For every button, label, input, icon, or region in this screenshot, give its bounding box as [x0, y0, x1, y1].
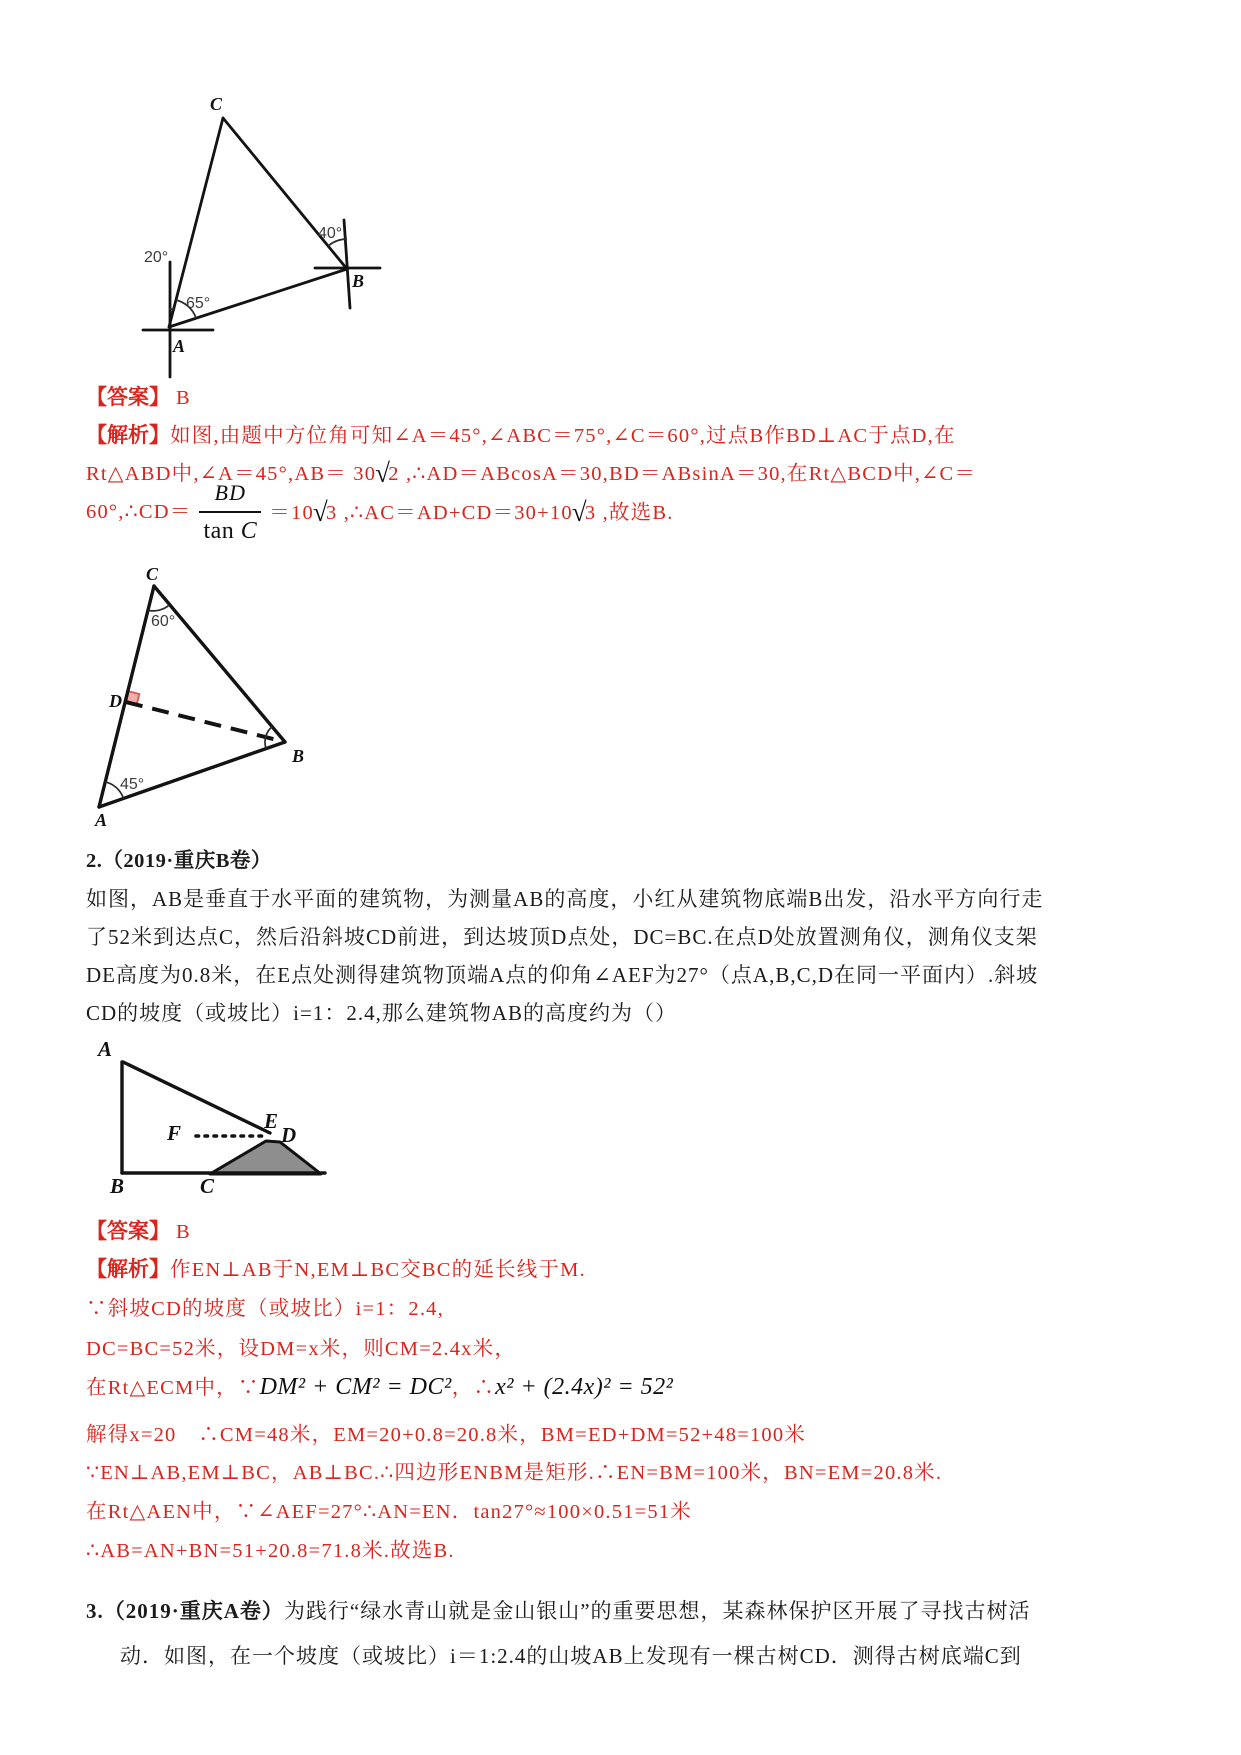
answer2-line: [86, 1216, 191, 1247]
vertex-label-b: B: [110, 1174, 125, 1198]
sightline-ae: [123, 1062, 270, 1133]
problem3-line1: 3.（2019·重庆A卷）为践行“绿水青山就是金山银山”的重要思想，某森林保护区开展了寻找古树活: [86, 1599, 1031, 1623]
vertex-label-f: F: [167, 1121, 182, 1145]
analysis2-line4: 在Rt△ECM中，∵DM² + CM² = DC²，∴x² + (2.4x)² = 52²: [86, 1374, 674, 1400]
problem2-line2: 了52米到达点C，然后沿斜坡CD前进，到达坡顶D点处，DC=BC.在点D处放置测角仪，测角仪支架: [86, 925, 1038, 949]
problem2-line3: DE高度为0.8米，在E点处测得建筑物顶端A点的仰角∠AEF为27°（点A,B,C,D在同一平面内）.斜坡: [86, 963, 1039, 987]
answer-label: 【答案】: [86, 385, 170, 409]
analysis2-line2: ∵斜坡CD的坡度（或坡比）i=1：2.4,: [86, 1298, 444, 1320]
angle-label-45: 45°: [120, 776, 145, 793]
vertex-label-e: E: [264, 1109, 279, 1133]
vertex-label-c: C: [210, 94, 223, 114]
vertex-label-c: C: [200, 1174, 215, 1198]
problem2-line4: CD的坡度（或坡比）i=1：2.4,那么建筑物AB的高度约为（）: [86, 1001, 678, 1025]
angle-label-60: 60°: [151, 613, 176, 630]
analysis-label: 【解析】: [86, 1257, 170, 1281]
answer-value: B: [176, 387, 191, 409]
side-cb: [154, 586, 285, 742]
side-ca: [99, 586, 154, 807]
analysis1-line3: [86, 482, 674, 542]
vertex-label-b: B: [352, 271, 365, 291]
bearing-triangle-figure: [70, 78, 415, 383]
dashed-altitude-db: [126, 702, 285, 742]
analysis2-line5: 解得x=20 ∴CM=48米，EM=20+0.8=20.8米，BM=ED+DM=52+48=100米: [86, 1424, 807, 1446]
side-ab: [99, 742, 285, 807]
vertex-label-d: D: [109, 691, 122, 711]
analysis1-line1: [86, 420, 956, 451]
angle-label-40: 40°: [318, 225, 343, 242]
analysis2-line3: DC=BC=52米，设DM=x米，则CM=2.4x米，: [86, 1338, 517, 1360]
analysis2-line8: ∴AB=AN+BN=51+20.8=71.8米.故选B.: [86, 1540, 455, 1562]
slope-building-figure: [85, 1032, 345, 1207]
analysis2-line7: 在Rt△AEN中，∵∠AEF=27°∴AN=EN．tan27°≈100×0.51=51米: [86, 1501, 693, 1523]
angle-arc-c: [148, 605, 169, 611]
vertex-label-a: A: [95, 810, 108, 830]
angle-arc-a-north: [169, 309, 175, 310]
gray-slope: [210, 1141, 321, 1174]
answer1-line: [86, 382, 191, 413]
problem3-line2: 动．如图，在一个坡度（或坡比）i＝1:2.4的山坡AB上发现有一棵古树CD．测得古树底端C到: [120, 1644, 1022, 1668]
vertex-label-a: A: [98, 1037, 113, 1061]
analysis2-line1: [86, 1254, 586, 1285]
problem2-header: 2.（2019·重庆B卷）: [86, 850, 272, 872]
analysis-label: 【解析】: [86, 423, 170, 447]
analysis1-text3-pre: 60°,∴CD＝: [86, 501, 192, 523]
analysis1-text1: 如图,由题中方位角可知∠A＝45°,∠ABC＝75°,∠C＝60°,过点B作BD⊥AC于点D,在: [170, 425, 956, 447]
analysis1-text3-post: ＝10√3 ,∴AC＝AD+CD＝30+10√3 ,故选B.: [269, 496, 674, 527]
angle-label-65: 65°: [186, 295, 211, 312]
fraction-denominator: tan C: [203, 518, 258, 544]
vertex-label-a: A: [173, 336, 186, 356]
angle-label-20: 20°: [144, 249, 169, 266]
vertex-label-d: D: [281, 1123, 297, 1147]
fraction-numerator: BD: [199, 478, 261, 513]
analysis2-text1: 作EN⊥AB于N,EM⊥BC交BC的延长线于M.: [170, 1259, 586, 1281]
answer-label: 【答案】: [86, 1219, 170, 1243]
compass-cross-b-vertical: [344, 220, 350, 308]
fraction-bd-over-tanc: [199, 478, 261, 546]
solution-triangle-figure: [80, 558, 330, 830]
vertex-label-c: C: [146, 564, 159, 584]
answer-value: B: [176, 1221, 191, 1243]
vertex-label-b: B: [292, 746, 305, 766]
analysis1-text2: Rt△ABD中,∠A＝45°,AB＝ 30√2 ,∴AD＝ABcosA＝30,BD＝ABsinA＝30,在Rt△BCD中,∠C＝: [86, 458, 977, 488]
analysis2-line6: ∵EN⊥AB,EM⊥BC，AB⊥BC.∴四边形ENBM是矩形.∴EN=BM=100米，BN=EM=20.8米.: [86, 1462, 943, 1484]
problem2-line1: 如图，AB是垂直于水平面的建筑物，为测量AB的高度，小红从建筑物底端B出发，沿水平方向行走: [86, 887, 1044, 911]
